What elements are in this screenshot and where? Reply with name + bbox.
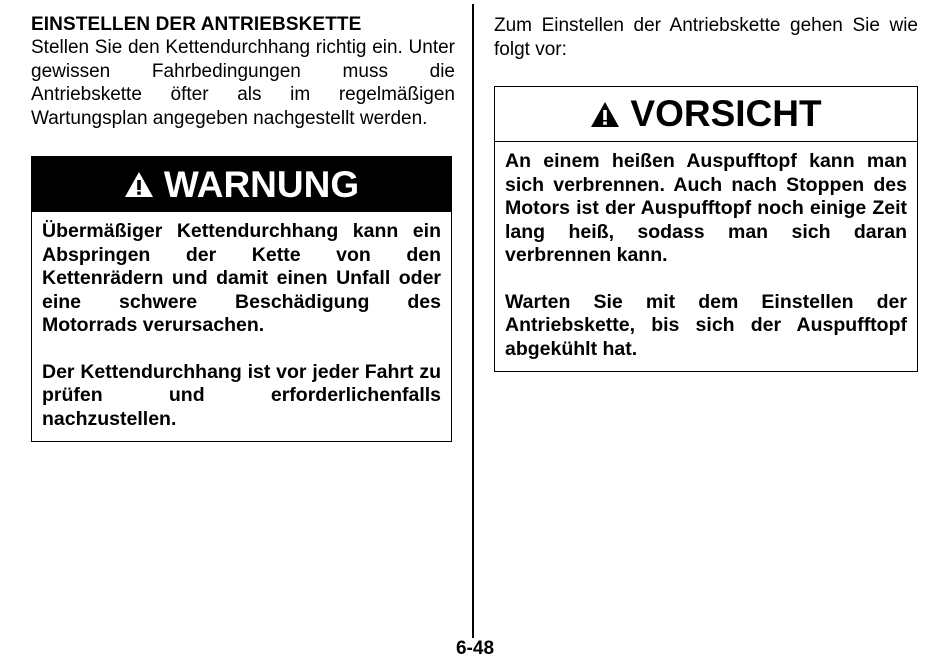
caution-header bbox=[495, 87, 917, 142]
right-column bbox=[494, 14, 918, 61]
left-column bbox=[31, 14, 455, 130]
intro-paragraph: Stellen Sie den Kettendurchhang richtig ein. Unter gewissen Fahrbedingungen muss die Antriebskette öfter als im regelmäßigen Wartungsplan angegeben nachgestellt werden. bbox=[31, 37, 455, 129]
caution-heading: VORSICHT bbox=[630, 93, 822, 134]
page-number: 6-48 bbox=[455, 638, 495, 659]
warning-paragraph: Übermäßiger Kettendurchhang kann ein Abspringen der Kette von den Kettenrädern und damit einen Unfall oder eine schwere Beschädigung des Motorrads verursachen. bbox=[42, 220, 441, 336]
warning-heading: WARNUNG bbox=[163, 163, 360, 205]
caution-box bbox=[494, 86, 918, 372]
warning-triangle-icon bbox=[590, 101, 620, 128]
warning-triangle-icon bbox=[124, 171, 154, 198]
section-title: EINSTELLEN DER ANTRIEBSKETTE bbox=[31, 14, 362, 35]
warning-box bbox=[31, 156, 452, 442]
warning-header bbox=[32, 157, 451, 212]
warning-paragraph: Der Kettendurchhang ist vor jeder Fahrt zu prüfen und erforderlichenfalls nachzustellen. bbox=[42, 360, 441, 430]
right-intro-paragraph: Zum Einstellen der Antriebskette gehen Sie wie folgt vor: bbox=[494, 15, 918, 60]
caution-paragraph: Warten Sie mit dem Einstellen der Antriebskette, bis sich der Auspufftopf abgekühlt hat. bbox=[505, 290, 907, 360]
caution-paragraph: An einem heißen Auspufftopf kann man sich verbrennen. Auch nach Stoppen des Motors ist der Auspufftopf noch einige Zeit lang heiß, sodass man sich daran verbrennen kann. bbox=[505, 150, 907, 266]
column-divider bbox=[472, 4, 474, 638]
